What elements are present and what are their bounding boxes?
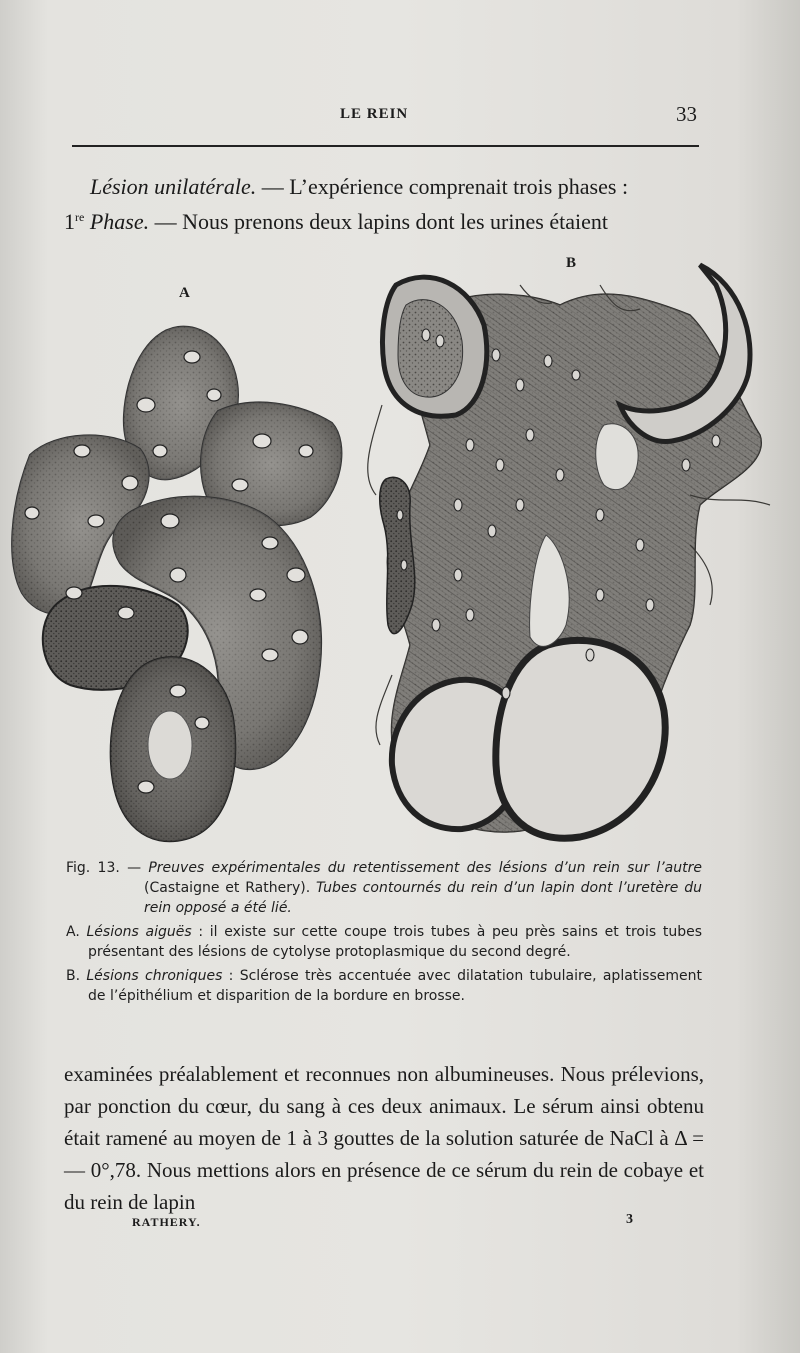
phase-label: Phase.: [84, 209, 150, 234]
lesion-heading: Lésion unilatérale.: [90, 174, 257, 199]
detached-fragment: [380, 477, 415, 633]
caption-fig-number: Fig. 13. —: [66, 860, 142, 876]
caption-title: [66, 858, 702, 918]
footer-signature-mark: 3: [626, 1212, 633, 1227]
lesion-heading-rest: — L’expérience comprenait trois phases :: [256, 174, 629, 199]
figure-label-a: A: [179, 285, 190, 301]
page-footer: [0, 1210, 800, 1240]
panel-a-tubules: [12, 327, 341, 842]
figure-label-b: B: [566, 255, 577, 271]
phase-number: 1: [64, 209, 75, 234]
histology-drawing: [0, 245, 800, 855]
caption-item-a: [66, 922, 702, 962]
page-number: 33: [676, 102, 697, 126]
phase-text: — Nous prenons deux lapins dont les urines étaient: [149, 209, 608, 234]
caption-item-a-marker: A.: [66, 924, 80, 940]
paragraph-bottom: [64, 1058, 704, 1218]
caption-item-b-heading: Lésions chroniques: [80, 968, 223, 984]
footer-author: RATHERY.: [132, 1215, 201, 1229]
running-title: LE REIN: [340, 106, 409, 122]
caption-title-italic-2: Tubes contournés du rein d’un lapin dont l’uretère du rein opposé a été lié.: [144, 880, 703, 916]
caption-title-italic-1: Preuves expérimentales du retentissement des lésions d’un rein sur l’autre: [141, 860, 702, 876]
caption-authors: (Castaigne et Rathery).: [144, 880, 311, 896]
caption-item-a-text: : il existe sur cette coupe trois tubes à peu près sains et trois tubes présentant des lésions de cytolyse protoplasmique du second degré.: [88, 924, 702, 960]
phase-superscript: re: [75, 210, 85, 224]
panel-b-sclerosis: [368, 265, 770, 838]
caption-item-b-text: : Sclérose très accentuée avec dilatation tubulaire, aplatissement de l’épithélium et disparition de la bordure en brosse.: [88, 968, 702, 1004]
tubule-a6-lumen: [148, 711, 192, 779]
paragraph-top-line1: [64, 172, 704, 202]
paragraph-top-line2: [64, 202, 704, 237]
paragraph-bottom-text: examinées préalablement et reconnues non albumineuses. Nous prélevions, par ponction du cœur, du sang à ces deux animaux. Le sérum ainsi obtenu était ramené au moyen de 1 à 3 gouttes de la solution saturée de NaCl à Δ = — 0°,78. Nous mettions alors en présence de ce sérum du rein de cobaye et du rein de lapin: [64, 1062, 704, 1214]
figure-13-illustration: [0, 245, 800, 855]
caption-item-a-heading: Lésions aiguës: [79, 924, 192, 940]
tissue-gap: [596, 424, 638, 490]
caption-item-b: [66, 966, 702, 1006]
header-rule: [72, 145, 699, 147]
figure-caption: [66, 858, 702, 1010]
page-header: [0, 100, 800, 130]
dilated-tubule-lower-right: [496, 640, 665, 838]
paragraph-top: [64, 172, 704, 237]
caption-item-b-marker: B.: [66, 968, 81, 984]
